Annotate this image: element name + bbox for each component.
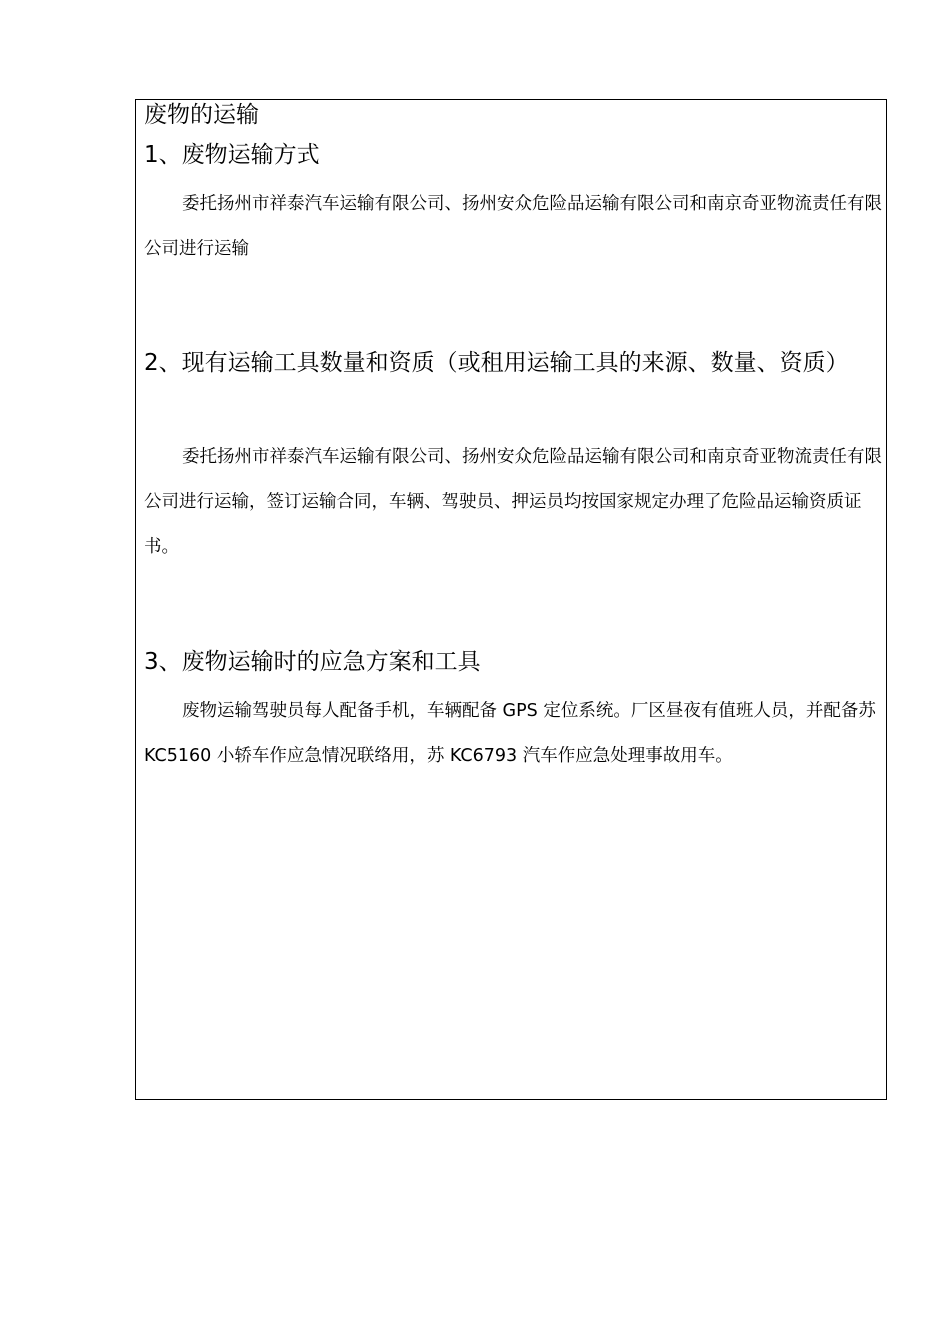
section-3-body: 废物运输驾驶员每人配备手机，车辆配备 GPS 定位系统。厂区昼夜有值班人员，并配备苏 KC5160 小轿车作应急情况联络用，苏 KC6793 汽车作应急处理事故用车。 [144, 701, 876, 766]
page-title: 废物的运输 [144, 102, 259, 128]
section-3-heading: 3、废物运输时的应急方案和工具 [144, 649, 481, 675]
section-1-body: 委托扬州市祥泰汽车运输有限公司、扬州安众危险品运输有限公司和南京奇亚物流责任有限公司进行运输 [144, 194, 882, 259]
section-1-heading: 1、废物运输方式 [144, 142, 320, 168]
section-2-body: 委托扬州市祥泰汽车运输有限公司、扬州安众危险品运输有限公司和南京奇亚物流责任有限公司进行运输，签订运输合同，车辆、驾驶员、押运员均按国家规定办理了危险品运输资质证书。 [144, 447, 882, 557]
section-2-heading: 2、现有运输工具数量和资质（或租用运输工具的来源、数量、资质） [144, 350, 849, 376]
